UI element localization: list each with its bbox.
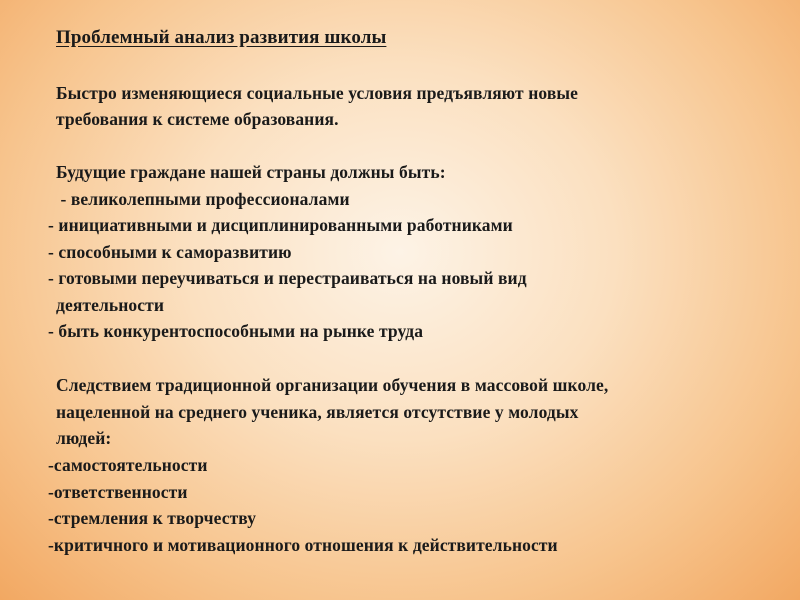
lack-item-creativity: -стремления к творчеству xyxy=(48,508,257,528)
citizens-item-initiative: - инициативными и дисциплинированными работниками xyxy=(48,215,513,235)
lack-item-critical-attitude: -критичного и мотивационного отношения к действительности xyxy=(48,535,558,555)
citizens-item-retrain: - готовыми переучиваться и перестраиваться на новый вид xyxy=(48,268,527,288)
citizens-item-professionals: - великолепными профессионалами xyxy=(56,189,350,209)
citizens-item-competitive: - быть конкурентоспособными на рынке труда xyxy=(48,321,424,341)
lack-item-independence: -самостоятельности xyxy=(48,455,208,475)
consequence-line-3: людей: xyxy=(56,428,112,448)
lack-item-responsibility: -ответственности xyxy=(48,482,188,502)
consequence-line-2: нацеленной на среднего ученика, является отсутствие у молодых xyxy=(56,402,579,422)
intro-line-1: Быстро изменяющиеся социальные условия предъявляют новые xyxy=(56,83,579,103)
citizens-item-self-development: - способными к саморазвитию xyxy=(48,242,292,262)
citizens-heading: Будущие граждане нашей страны должны быть: xyxy=(56,162,446,182)
slide-title: Проблемный анализ развития школы xyxy=(56,27,387,48)
consequence-line-1: Следствием традиционной организации обучения в массовой школе, xyxy=(56,375,609,395)
intro-line-2: требования к системе образования. xyxy=(56,109,339,129)
citizens-item-retrain-cont: деятельности xyxy=(56,295,165,315)
